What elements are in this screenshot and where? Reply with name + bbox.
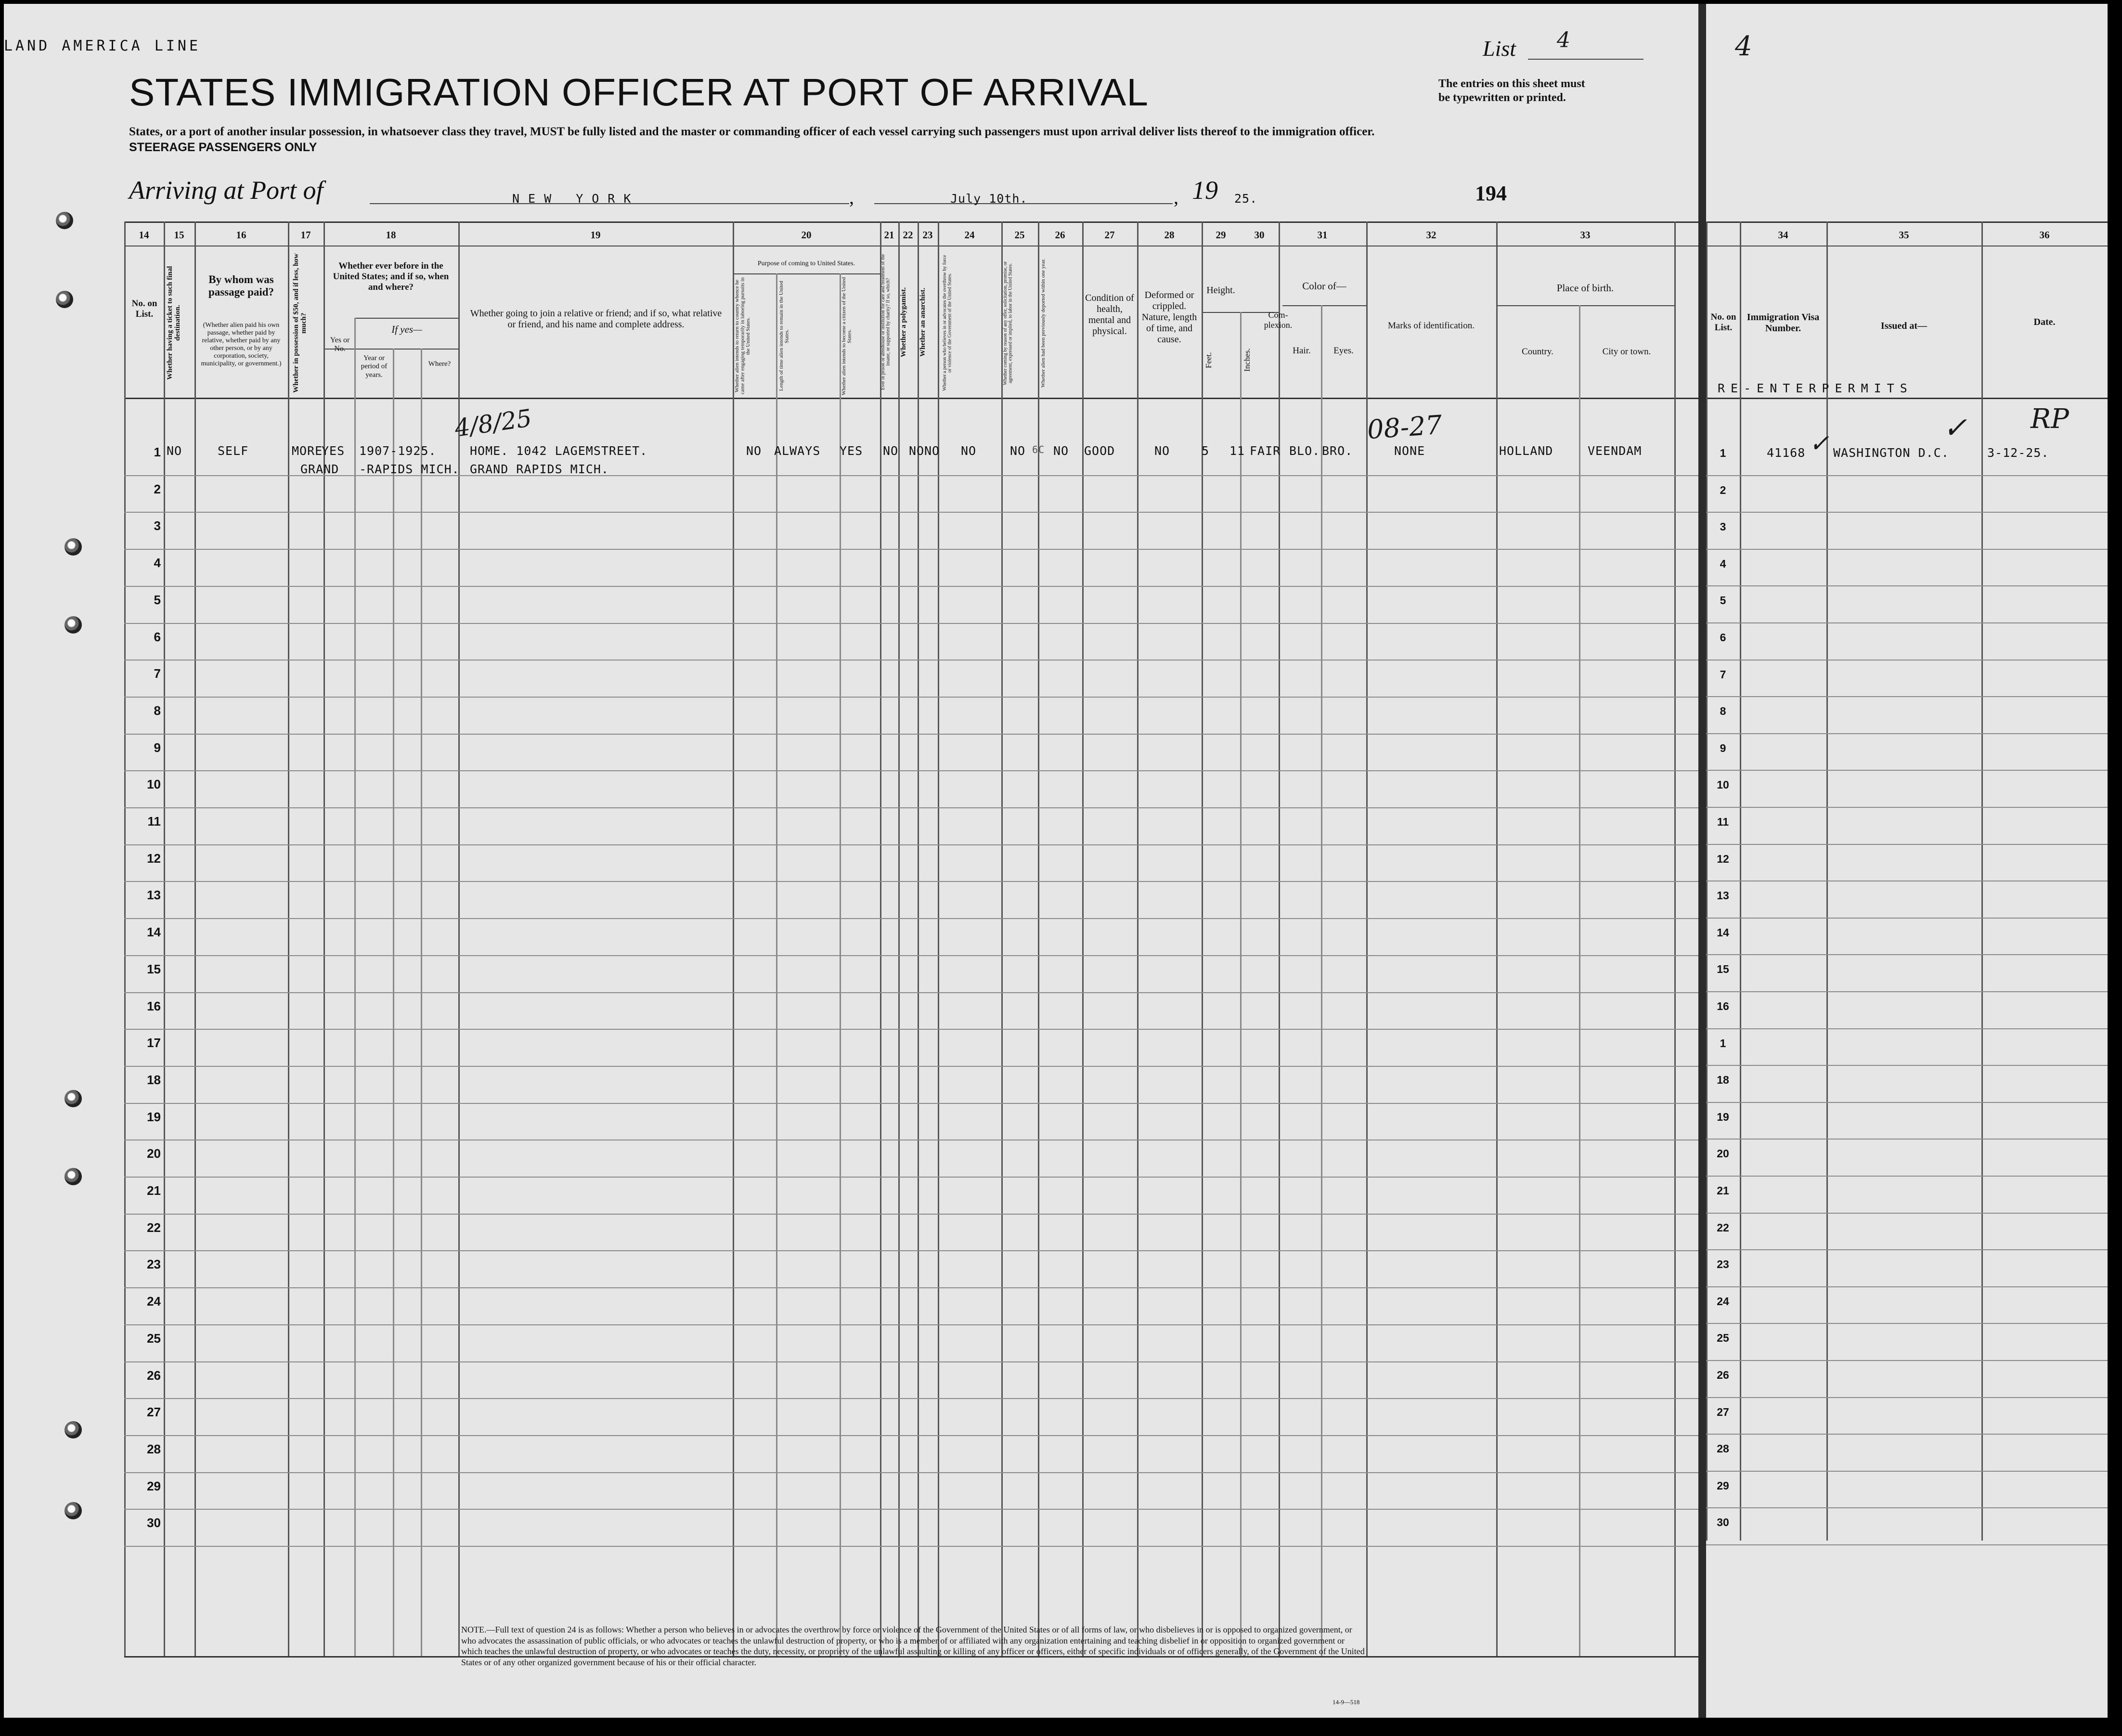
- right-row-rule: [1706, 954, 2108, 955]
- right-row-number: 6: [1720, 631, 1726, 644]
- header-q24: Whether a person who believes in or advocates the overthrow by force or violence of the Government of the United States.: [942, 255, 953, 391]
- row-number: 11: [147, 814, 161, 829]
- row-rule: [124, 1250, 1698, 1251]
- right-row-rule: [1706, 1065, 2108, 1066]
- entry-prison: NO: [883, 444, 899, 458]
- right-row-rule: [1706, 660, 2108, 661]
- row-rule: [124, 1398, 1698, 1399]
- entry-q25-extra: 6C: [1032, 444, 1045, 455]
- row-number: 23: [147, 1257, 161, 1272]
- row-number: 29: [147, 1478, 161, 1493]
- binder-hole: [65, 1168, 82, 1185]
- header-if-yes: If yes—: [391, 324, 422, 335]
- binder-hole: [65, 538, 82, 556]
- right-row-number: 4: [1720, 557, 1726, 570]
- header-city: City or town.: [1602, 347, 1651, 357]
- right-row-rule: [1706, 1286, 2108, 1287]
- page-mark: 4: [1735, 31, 1752, 62]
- header-yes-no: Yes or No.: [330, 336, 350, 353]
- row-rule: [124, 918, 1698, 919]
- row-rule: [124, 549, 1698, 550]
- page-divider: [1698, 4, 1706, 1718]
- right-row-number: 13: [1717, 889, 1729, 902]
- binder-hole: [65, 1502, 82, 1519]
- header-where: Where?: [428, 360, 451, 368]
- header-joining: Whether going to join a relative or friend; and if so, what relative or friend, and his name and complete address.: [470, 308, 722, 330]
- entry-q24: NO: [961, 444, 977, 458]
- row-rule: [124, 1177, 1698, 1178]
- row-number: 27: [147, 1405, 161, 1420]
- header-no-on-list-right: No. on List.: [1710, 312, 1736, 333]
- header-no-on-list: No. on List.: [131, 298, 157, 319]
- right-row-number: 30: [1717, 1516, 1729, 1529]
- row-rule: [124, 1435, 1698, 1436]
- arriving-label: Arriving at Port of: [129, 176, 323, 205]
- header-anarchist: Whether an anarchist.: [919, 287, 927, 357]
- entry-marks: NONE: [1394, 444, 1425, 458]
- binder-hole: [65, 1090, 82, 1107]
- line-name: LAND AMERICA LINE: [4, 38, 201, 54]
- reentry-banner: RE-ENTERPERMITS: [1718, 381, 1913, 395]
- instructions: States, or a port of another insular possession, in whatsoever class they travel, MUST be fully listed and the master or commanding officer of each vessel carrying such passengers must upon arrival deliver lists thereof to the immigration officer.: [129, 125, 1375, 138]
- row-rule: [124, 1361, 1698, 1362]
- entry-q26: NO: [1053, 444, 1069, 458]
- entry-complexion: FAIR: [1250, 444, 1281, 458]
- entry-deformed: NO: [1154, 444, 1170, 458]
- header-height: Height.: [1206, 285, 1235, 296]
- entry-polygamist: NO: [909, 444, 925, 458]
- row-number: 19: [147, 1109, 161, 1124]
- row-rule: [124, 1214, 1698, 1215]
- header-purpose-length: Length of time alien intends to remain in the United States.: [778, 281, 790, 391]
- header-visa: Immigration Visa Number.: [1747, 312, 1820, 334]
- row-rule: [124, 844, 1698, 845]
- header-q26: Whether alien had been previously deported within one year.: [1040, 259, 1046, 388]
- row-number: 14: [147, 925, 161, 940]
- row-rule: [124, 1509, 1698, 1510]
- row-number: 26: [147, 1368, 161, 1383]
- row-rule: [124, 1066, 1698, 1067]
- row-number: 17: [147, 1036, 161, 1050]
- header-purpose-citizen: Whether alien intends to become a citizen of the United States.: [841, 277, 853, 395]
- right-row-number: 10: [1717, 778, 1729, 791]
- row-rule: [124, 1324, 1698, 1325]
- header-q25: Whether coming by reason of any offer, solicitation, promise, or agreement, expressed or implied, to labor in the United States.: [1003, 261, 1013, 385]
- entry-years: 1907-1925.: [359, 444, 437, 458]
- entry-hair: BLO.: [1289, 444, 1320, 458]
- right-row-rule: [1706, 549, 2108, 550]
- checkmark-1: ✓: [1809, 429, 1829, 457]
- row-number: 21: [147, 1183, 161, 1198]
- entry-line2-b: -RAPIDS MICH.: [359, 462, 460, 476]
- entry-paid-by: SELF: [218, 444, 249, 458]
- entry-condition: GOOD: [1084, 444, 1115, 458]
- right-row-number: 1: [1720, 1036, 1726, 1049]
- right-row-number: 23: [1717, 1258, 1729, 1271]
- right-row-number: 22: [1717, 1221, 1729, 1234]
- row-rule: [124, 770, 1698, 771]
- row-number: 28: [147, 1441, 161, 1456]
- entry-length: ALWAYS: [774, 444, 821, 458]
- row-number: 30: [147, 1516, 161, 1530]
- right-row-rule: [1706, 475, 2108, 476]
- row-rule: [124, 1029, 1698, 1030]
- row-number: 13: [147, 888, 161, 903]
- row-rule: [124, 807, 1698, 808]
- right-row-number: 11: [1717, 816, 1729, 828]
- right-row-rule: [1706, 1323, 2108, 1324]
- right-row-rule: [1706, 1434, 2108, 1435]
- right-row-number: 8: [1720, 705, 1726, 718]
- binder-hole: [65, 616, 82, 634]
- right-row-rule: [1706, 733, 2108, 734]
- entry-citizen: YES: [840, 444, 863, 458]
- entry-city: VEENDAM: [1588, 444, 1642, 458]
- entry-line2-a: GRAND: [300, 462, 339, 476]
- header-paid-by: By whom was passage paid?: [208, 273, 274, 298]
- right-row-rule: [1706, 1507, 2108, 1508]
- row-rule: [124, 1287, 1698, 1288]
- right-row-number: 27: [1717, 1405, 1729, 1418]
- row-rule: [124, 660, 1698, 661]
- entry-ticket: NO: [167, 444, 182, 458]
- row-number: 9: [154, 740, 161, 755]
- right-row-rule: [1706, 1213, 2108, 1214]
- header-date: Date.: [2033, 317, 2056, 327]
- right-row-number: 25: [1717, 1332, 1729, 1345]
- entry-feet: 5: [1202, 444, 1210, 458]
- row-number: 4: [154, 556, 161, 570]
- entries-note: The entries on this sheet must be typewritten or printed.: [1438, 78, 1585, 104]
- header-purpose-return: Whether alien intends to return to country whence he came after engaging temporarily in laboring pursuits in the United States.: [734, 277, 751, 395]
- row-rule: [124, 623, 1698, 624]
- row-rule: [124, 1472, 1698, 1473]
- header-deformed: Deformed or crippled. Nature, length of time, and cause.: [1141, 290, 1197, 345]
- right-row-rule: [1706, 918, 2108, 919]
- row-number: 18: [147, 1072, 161, 1087]
- row-number: 12: [147, 851, 161, 866]
- page-title: STATES IMMIGRATION OFFICER AT PORT OF ARRIVAL: [129, 71, 1149, 114]
- header-country: Country.: [1522, 347, 1553, 357]
- row-number: 15: [147, 961, 161, 976]
- header-condition: Condition of health, mental and physical.: [1085, 293, 1134, 337]
- port-value: NEW YORK: [512, 192, 640, 206]
- handwritten-date: 4/8/25: [453, 404, 534, 442]
- row-rule: [124, 734, 1698, 735]
- right-row-number: 21: [1717, 1184, 1729, 1197]
- right-row-number: 20: [1717, 1147, 1729, 1160]
- header-ticket: Whether having a ticket to such final destination.: [166, 266, 181, 380]
- list-label: List: [1483, 36, 1516, 61]
- header-year-period: Year or period of years.: [361, 354, 388, 379]
- manifest-sheet: LAND AMERICA LINE STATES IMMIGRATION OFFICER AT PORT OF ARRIVAL States, or a port of another insular possession, in whatsoever class they travel, MUST be fully listed and the master or commanding officer of each vessel carrying such passengers must upon arrival deliver lists thereof to the immigration officer. STEERAGE PASSENGERS ONLY List 4 The entries on this sheet must be typewritten or printed. 4 Arriving at Port of NEW YORK , July 10th. , 19 25. 194 14 15 16 17 18 19 20 21 22 23 24 25 26 27 28 29 30 31 32 33 No. on List. Whether having a ticket to such final destination. By whom was passage paid? (Whether alien paid his own passage, whether paid by relative, whether paid by any other person, or by any corporation, society, municipality, or government.) Whether in possession of $50, and if less, how much? Whether ever before in the United States; and if so, when and where? Yes or No. If yes— Year or period of years. Where? Whether going to join a relative or friend; and if so, what relative or friend, and his name and complete address. Purpose of coming to United States. Whether alien intends to return to country whence he came after engaging temporarily in laboring pursuits in the United States. Length of time alien intends to remain in the United States. Whether alien intends to become a citizen of the United States. Ever in prison or almshouse or institution for care and treatment of the insane, or supported by charity? If so, which? Whether a polygamist. Whether an anarchist. Whether a person who believes in or advocates the overthrow by force or violence of the Government of the United States. Whether coming by reason of any offer, solicitation, promise, or agreement, expressed or implied, to labor in the United States. Whether alien had been previously deported within one year. Condition of health, mental and physical. Deformed or crippled. Nature, length of time, and cause. Height. Feet. Inches. Com-plexion. Color of— Hair. Eyes. Marks of identification. Place of birth. Country. City or town. 1 2 3 4 5 6 7 8 9 10 11 12 13 14 15 16 17 18 19 20 21 22 23 24 25 26 27 28 29 30 NO SELF MORE YES 1907-1925. GRAND -RAPIDS MICH. 4/8/25 HOME. 1042 LAGEMSTREET. GRAND RAPIDS MICH. NO ALWAYS YES NO NO NO NO NO 6C NO GOOD NO 5 11 FAIR BLO. BRO. 08-27 NONE HOLLAND VEENDAM NOTE.—Full text of question 24 is as follows: Whether a person who believes in or advocates the overthrow by force or violence of the Government of the United States or of all forms of law, or who disbelieves in or is opposed to organized government, or who advocates the assassination of public officials, or who advocates or teaches the unlawful destruction of property, or who is a member of or affiliated with any organization entertaining and teaching disbelief in or opposition to organized government or which teaches the unlawful destruction of property, or who advocates or teaches the duty, necessity, or propriety of the unlawful assaulting or killing of any officer or officers, either of specific individuals or of officers generally, of the Government of the United States or of any other organized government because of his or their official character. 14-9—518 34 35 36 No. on List. Immigration Visa Number. Issued at— Date. 1 2 3 4 5 6 7 8 9 10 11 12 13 14 15 16 1 18 19 20 21 22 23 24 25 26 27 28 29 30 RE-ENTERPERMITS 41168 ✓ WASHINGTON D.C. 3-12-25. ✓ RP: [4, 4, 2108, 1718]
- right-row-number: 29: [1717, 1479, 1729, 1492]
- row-number: 20: [147, 1146, 161, 1161]
- header-issued-at: Issued at—: [1880, 321, 1928, 331]
- header-feet: Feet.: [1204, 352, 1213, 368]
- right-row-rule: [1706, 1176, 2108, 1177]
- row-number: 2: [154, 481, 161, 496]
- initials: RP: [2031, 403, 2069, 435]
- row-rule: [124, 697, 1698, 698]
- right-row-number: 9: [1720, 741, 1726, 754]
- header-possession: Whether in possession of $50, and if less, how much?: [292, 253, 308, 393]
- header-paid-by-note: (Whether alien paid his own passage, whether paid by relative, whether paid by any other person, or by any corporation, society, municipality, or government.): [201, 322, 282, 368]
- entry-joining-line2: GRAND RAPIDS MICH.: [470, 462, 609, 476]
- footnote-q24: NOTE.—Full text of question 24 is as follows: Whether a person who believes in or advocates the overthrow by force or violence of the Government of the United States or of all forms of law, or who disbelieves in or is opposed to organized government, or who advocates the assassination of public officials, or who advocates or teaches the unlawful destruction of property, or who is a member of or affiliated with any organization entertaining and teaching disbelief in or opposition to organized government or which teaches the unlawful destruction of property, or who advocates or teaches the duty, necessity, or propriety of the unlawful assaulting or killing of any officer or officers, either of specific individuals or of officers generally, of the Government of the United States or of any other organized government because of his or their official character.: [461, 1625, 1365, 1667]
- marks-handwritten: 08-27: [1366, 409, 1443, 445]
- entry-country: HOLLAND: [1499, 444, 1553, 458]
- row-rule: [124, 955, 1698, 956]
- right-row-rule: [1706, 1397, 2108, 1398]
- entry-anarchist: NO: [924, 444, 940, 458]
- header-before-in-us: Whether ever before in the United States; and if so, when and where?: [333, 261, 449, 292]
- right-row-rule: [1706, 991, 2108, 992]
- entry-date: 3-12-25.: [1987, 446, 2049, 460]
- right-row-rule: [1706, 1360, 2108, 1361]
- entry-q25: NO: [1010, 444, 1026, 458]
- year-prefix: 19: [1192, 176, 1218, 205]
- entry-joining-line1: HOME. 1042 LAGEMSTREET.: [470, 444, 648, 458]
- header-hair: Hair.: [1293, 346, 1311, 356]
- right-row-rule: [1706, 770, 2108, 771]
- right-row-number: 19: [1717, 1110, 1729, 1123]
- row-number: 1: [154, 445, 161, 459]
- right-row-rule: [1706, 622, 2108, 623]
- right-row-number: 5: [1720, 594, 1726, 607]
- row-number: 16: [147, 998, 161, 1013]
- right-row-number: 26: [1717, 1369, 1729, 1381]
- right-row-rule: [1706, 585, 2108, 586]
- entry-possession: MORE: [292, 444, 323, 458]
- right-row-number: 3: [1720, 520, 1726, 533]
- row-rule: [124, 881, 1698, 882]
- row-number: 22: [147, 1220, 161, 1235]
- entry-inches: 11: [1229, 444, 1245, 458]
- binder-hole: [65, 1421, 82, 1438]
- date-value: July 10th.: [950, 192, 1028, 206]
- right-row-rule: [1706, 1544, 2108, 1545]
- row-rule: [124, 1546, 1698, 1547]
- right-row-rule: [1706, 1471, 2108, 1472]
- list-number: 4: [1557, 28, 1570, 52]
- row-number: 6: [154, 629, 161, 644]
- header-prison: Ever in prison or almshouse or institution for care and treatment of the insane, or supported by charity? If so, which?: [880, 254, 891, 390]
- right-row-number: 15: [1717, 963, 1729, 976]
- header-purpose: Purpose of coming to United States.: [757, 260, 855, 267]
- right-row-rule: [1706, 1102, 2108, 1103]
- right-row-rule: [1706, 1028, 2108, 1029]
- right-row-number: 14: [1717, 926, 1729, 939]
- form-code: 14-9—518: [1333, 1698, 1360, 1706]
- row-number: 7: [154, 666, 161, 681]
- right-row-rule: [1706, 844, 2108, 845]
- header-polygamist: Whether a polygamist.: [900, 287, 907, 357]
- entry-visa: 41168: [1767, 446, 1806, 460]
- header-place-of-birth: Place of birth.: [1556, 282, 1614, 294]
- sheet-ref: 194: [1475, 181, 1507, 205]
- right-row-rule: [1706, 807, 2108, 808]
- header-eyes: Eyes.: [1333, 346, 1354, 356]
- binder-hole: [56, 291, 73, 308]
- row-number: 10: [147, 777, 161, 792]
- header-inches: Inches.: [1242, 348, 1252, 372]
- row-number: 25: [147, 1331, 161, 1346]
- header-color-of: Color of—: [1302, 280, 1346, 292]
- checkmark-2: ✓: [1943, 411, 1967, 445]
- right-row-number: 12: [1717, 852, 1729, 865]
- right-row-number: 18: [1717, 1074, 1729, 1087]
- row-number: 24: [147, 1294, 161, 1309]
- entry-before-yes: YES: [322, 444, 345, 458]
- row-number: 5: [154, 592, 161, 607]
- right-row-rule: [1706, 1249, 2108, 1250]
- header-marks: Marks of identification.: [1388, 321, 1475, 331]
- right-row-number: 2: [1720, 483, 1726, 496]
- right-row-number: 28: [1717, 1442, 1729, 1455]
- row-rule: [124, 512, 1698, 513]
- row-rule: [124, 586, 1698, 587]
- row-number: 3: [154, 518, 161, 533]
- right-row-rule: [1706, 512, 2108, 513]
- year-suffix: 25.: [1234, 192, 1258, 206]
- right-row-rule: [1706, 1139, 2108, 1140]
- entry-eyes: BRO.: [1322, 444, 1353, 458]
- entry-issued-at: WASHINGTON D.C.: [1833, 446, 1949, 460]
- binder-hole: [56, 212, 73, 229]
- row-rule: [124, 992, 1698, 993]
- right-row-number: 24: [1717, 1295, 1729, 1308]
- right-row-number: 1: [1720, 447, 1726, 459]
- right-row-rule: [1706, 696, 2108, 697]
- steerage-note: STEERAGE PASSENGERS ONLY: [129, 141, 317, 154]
- row-number: 8: [154, 703, 161, 718]
- right-row-number: 7: [1720, 668, 1726, 681]
- right-row-number: 16: [1717, 1000, 1729, 1012]
- header-complexion: Com-plexion.: [1264, 310, 1293, 330]
- row-rule: [124, 1103, 1698, 1104]
- entry-return: NO: [746, 444, 762, 458]
